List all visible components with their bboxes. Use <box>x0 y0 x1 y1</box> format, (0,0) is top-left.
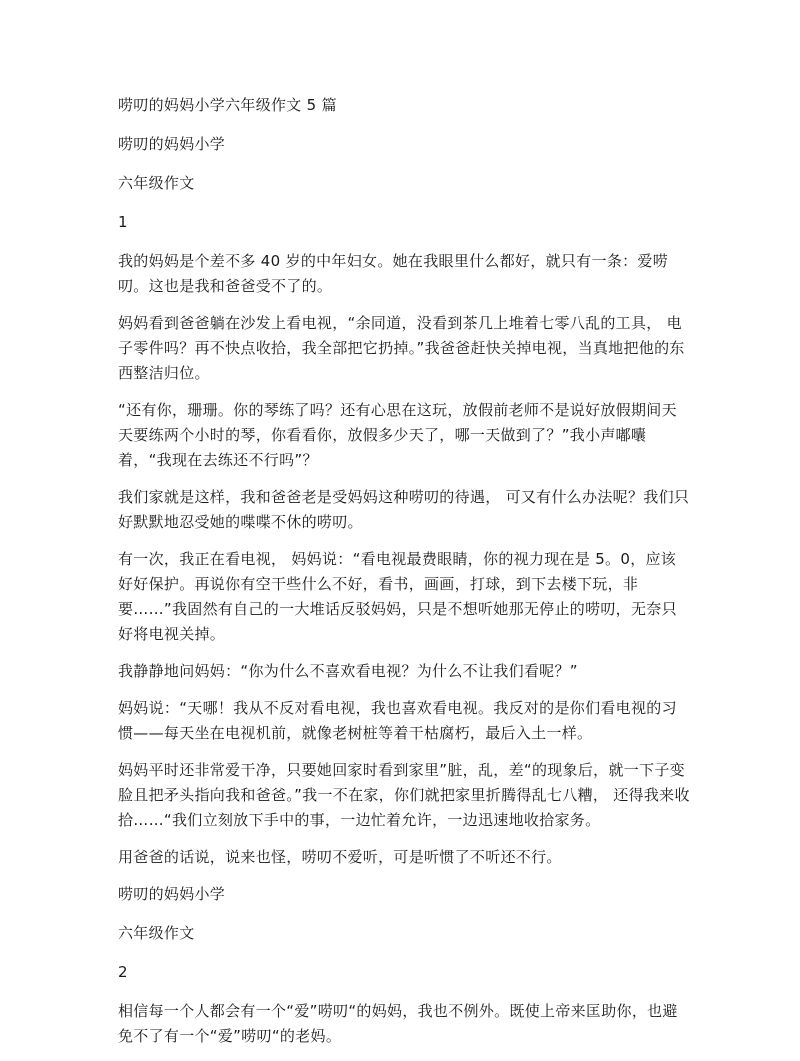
paragraph: 我们家就是这样，我和爸爸老是受妈妈这种唠叨的待遇， 可又有什么办法呢？我们只好默默地忍受她的喋喋不休的唠叨。 <box>118 488 690 531</box>
paragraph: 相信每一个人都会有一个“爱”唠叨“的妈妈，我也不例外。既使上帝来匡助你，也避免不了有一个“爱”唠叨“的老妈。 <box>118 1002 678 1045</box>
paragraph: 我的妈妈是个差不多 40 岁的中年妇女。她在我眼里什么都好，就只有一条：爱唠叨。这也是我和爸爸受不了的。 <box>118 252 669 295</box>
paragraph: 妈妈说：“天哪！我从不反对看电视，我也喜欢看电视。我反对的是你们看电视的习惯——每天坐在电视机前，就像老树桩等着干枯腐朽，最后入土一样。 <box>118 699 677 742</box>
paragraph: 妈妈看到爸爸躺在沙发上看电视，“余同道，没看到茶几上堆着七零八乱的工具， 电子零件吗？再不快点收拾，我全部把它扔掉。”我爸爸赶快关掉电视，当真地把他的东西整洁归位。 <box>118 314 685 382</box>
document-title: 唠叨的妈妈小学六年级作文 5 篇 <box>118 96 337 114</box>
paragraph: “还有你，珊珊。你的琴练了吗？还有心思在这玩，放假前老师不是说好放假期间天天要练两个小时的琴，你看看你，放假多少天了，哪一天做到了？”我小声嘟囔着，“我现在去练还不行吗”？ <box>118 401 677 469</box>
document-body <box>118 93 690 1061</box>
section-subheading: 六年级作文 <box>118 174 195 192</box>
paragraph: 用爸爸的话说，说来也怪，唠叨不爱听，可是听惯了不听还不行。 <box>118 848 562 866</box>
paragraph: 我静静地问妈妈：“你为什么不喜欢看电视？为什么不让我们看呢？” <box>118 662 578 680</box>
paragraph: 有一次，我正在看电视， 妈妈说：“看电视最费眼睛，你的视力现在是 5。0，应该好好保护。再说你有空干些什么不好，看书，画画，打球，到下去楼下玩，非要……”我固然有自己的一大堆话反驳妈妈，只是不想听她那无停止的唠叨，无奈只好将电视关掉。 <box>118 550 677 643</box>
paragraph: 妈妈平时还非常爱干净，只要她回家时看到家里”脏，乱，差“的现象后，就一下子变脸且把矛头指向我和爸爸。”我一不在家，你们就把家里折腾得乱七八糟， 还得我来收拾……“我们立刻放下手中的事，一边忙着允许，一边迅速地收拾家务。 <box>118 761 690 829</box>
section-heading: 唠叨的妈妈小学 <box>118 885 226 903</box>
section-number: 1 <box>118 213 128 231</box>
section-subheading: 六年级作文 <box>118 924 195 942</box>
section-heading: 唠叨的妈妈小学 <box>118 135 226 153</box>
section-number: 2 <box>118 963 128 981</box>
